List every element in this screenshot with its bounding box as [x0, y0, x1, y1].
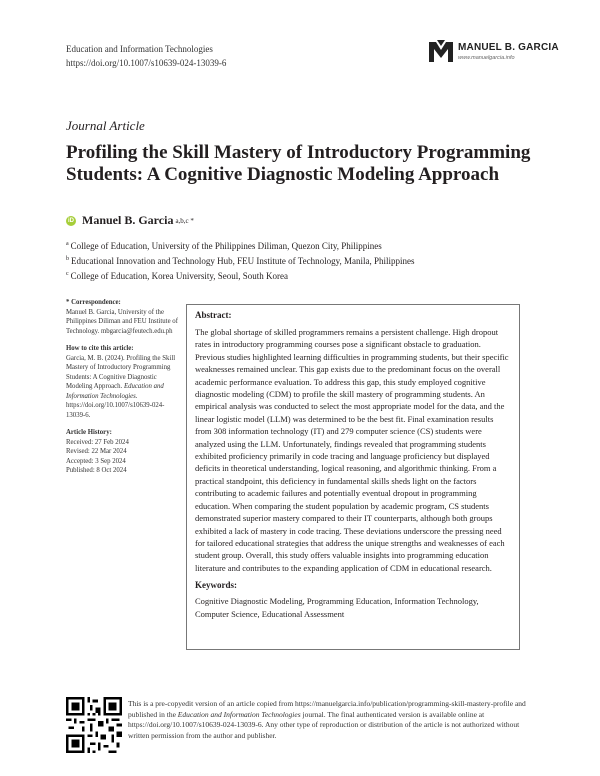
cite-heading: How to cite this article: — [66, 345, 134, 352]
affiliation-item: $^c$ College of Education, Korea University, Seoul, South Korea — [66, 271, 289, 281]
running-header — [66, 42, 226, 70]
author-logo — [427, 38, 557, 70]
correspondence-text: Manuel B. Garcia, University of the Philippines Diliman and FEU Institute of Technology. mbgarcia@feutech.edu.ph — [66, 308, 178, 335]
qr-code-icon[interactable] — [66, 697, 122, 753]
accepted-date: Accepted: 3 Sep 2024 — [66, 457, 126, 465]
keywords-text: Cognitive Diagnostic Modeling, Programming Education, Information Technology, Computer Science, Educational Assessment — [195, 596, 479, 619]
author-line — [66, 213, 194, 228]
correspondence-heading: * Correspondence: — [66, 299, 121, 306]
doi-link[interactable]: https://doi.org/10.1007/s10639-024-13039-6 — [66, 58, 227, 68]
article-sidebar — [66, 298, 180, 476]
logo-name: MANUEL B. GARCIA — [458, 42, 559, 53]
author-name: Manuel B. Garcia — [82, 213, 174, 227]
affiliations — [66, 238, 415, 283]
received-date: Received: 27 Feb 2024 — [66, 438, 129, 446]
abstract-text: The global shortage of skilled programmers remains a persistent challenge. High dropout rates in introductory programming courses pose a significant obstacle to graduation. Previous studies highlighted learning difficulties in programming students, but their specific weaknesses remained unclear. This gap exists due to the predominant focus on the overall academic performance evaluation. To address this gap, this study employed cognitive diagnostic modeling (CDM) to profile the skill mastery of programming students. An empirical analysis was conducted to select the most appropriate model for the data, and the linear logistic model (LLM) was determined to be the best fit. Final examination results from 308 information technology (IT) and 279 computer science (CS) students were analyzed using the LLM. Unfortunately, findings revealed that programming students exhibited proficiency primarily in code tracing and language proficiency but displayed deficits in theoretical understanding, logical reasoning, and algorithmic thinking. From a practical standpoint, this deficiency in fundamental skills sheds light on the factors contributing to academic failures and potentially eventual dropout in programming education. When comparing the student population by academic program, CS students demonstrated superior mastery compared to their IT counterparts, although both groups exhibited a lack of mastery in code tracing. These deviations underscore the pressing need for tailored educational strategies that address the unique strengths and weaknesses of each student group. Overall, this study offers valuable insights into programming education literature and contributes to the expanding application of CDM in educational research. — [195, 327, 509, 573]
affiliation-item: $^b$ Educational Innovation and Technology Hub, FEU Institute of Technology, Manila, Philippines — [66, 256, 415, 266]
keywords-heading: Keywords: — [195, 580, 237, 591]
article-type: Journal Article — [66, 118, 145, 133]
article-title: Profiling the Skill Mastery of Introductory Programming Students: A Cognitive Diagnostic Modeling Approach — [66, 142, 531, 185]
journal-name: Education and Information Technologies — [66, 44, 213, 54]
mbg-logo-icon — [427, 38, 455, 64]
footer-copyright-note: This is a pre-copyedit version of an article copied from https://manuelgarcia.info/publication/programming-skill-mastery-profile and published in the Education and Information Technologies journal. The final authenticated version is available online at https://doi.org/10.1007/s10639-024-13039-6. Any other type of reproduction or distribution of the article is not authorized without written permission from the author and publisher. — [128, 699, 526, 740]
revised-date: Revised: 22 Mar 2024 — [66, 448, 127, 455]
logo-website: www.manuelgarcia.info — [458, 55, 515, 61]
abstract-box — [186, 304, 520, 650]
history-heading: Article History: — [66, 429, 112, 436]
cite-text: Garcia, M. B. (2024). Profiling the Skill Mastery of Introductory Programming Students: A Cognitive Diagnostic Modeling Approach. Education and Information Technologies. https://doi.org/10.1007/s10639-024-13039-6. — [66, 354, 176, 419]
abstract-heading: Abstract: — [195, 310, 232, 320]
orcid-icon[interactable]: iD — [68, 217, 74, 224]
affiliation-item: $^a$ College of Education, University of the Philippines Diliman, Quezon City, Philippines — [66, 241, 382, 251]
published-date: Published: 8 Oct 2024 — [66, 467, 127, 474]
author-affiliation-marks: a,b,c * — [175, 216, 194, 225]
